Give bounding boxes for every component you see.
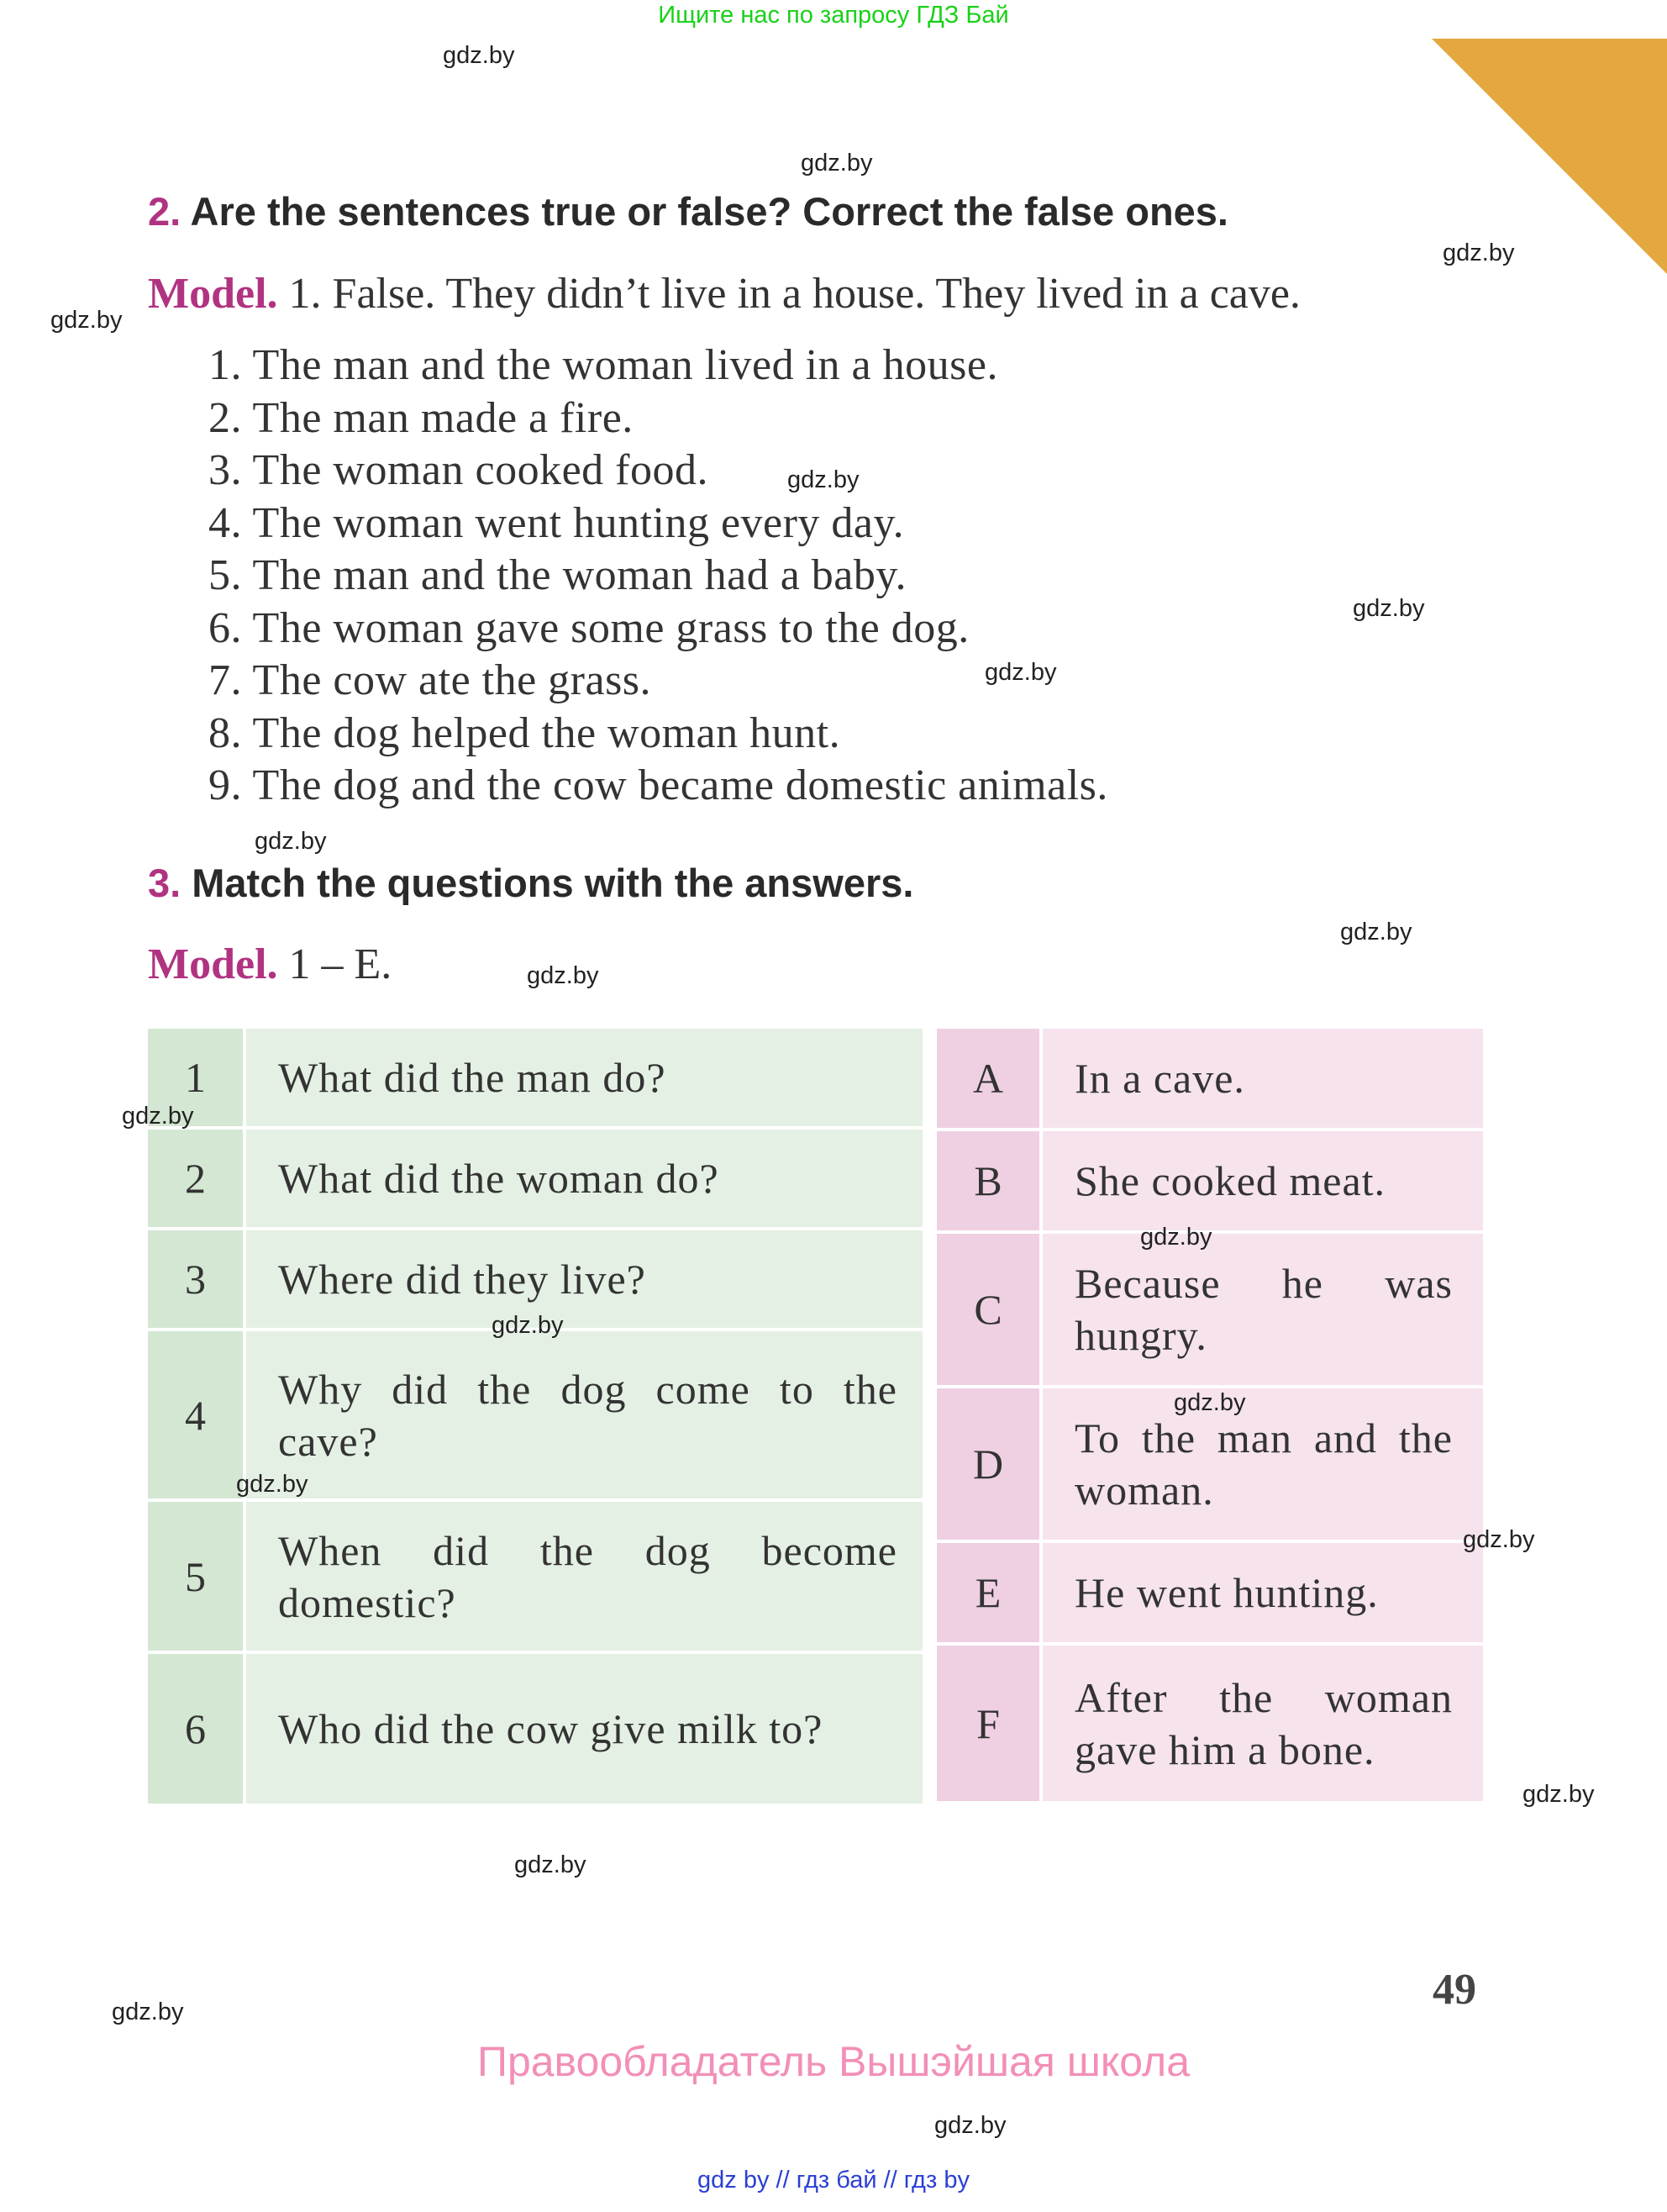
answer-text: She cooked meat. [1043, 1131, 1483, 1230]
answer-letter: C [937, 1234, 1039, 1385]
answer-letter: B [937, 1131, 1039, 1230]
watermark: gdz.by [1522, 1781, 1595, 1808]
answer-letter: A [937, 1029, 1039, 1128]
question-number: 5 [148, 1502, 243, 1651]
model-text: 1 – E. [277, 940, 392, 988]
answer-text: He went hunting. [1043, 1543, 1483, 1642]
question-text: Who did the cow give milk to? [246, 1654, 923, 1804]
question-text: When did the dog become domestic? [246, 1502, 923, 1651]
footer-links[interactable]: gdz by // гдз бай // гдз by [697, 2167, 970, 2194]
model-label: Model. [148, 940, 278, 988]
watermark: gdz.by [801, 150, 873, 176]
question-number: 2 [148, 1130, 243, 1227]
watermark: gdz.by [255, 828, 327, 855]
exercise-title: Match the questions with the answers. [181, 861, 914, 905]
watermark: gdz.by [112, 1999, 184, 2025]
watermark: gdz.by [236, 1471, 308, 1498]
list-item: 4. The woman went hunting every day. [208, 498, 905, 547]
list-item: 1. The man and the woman lived in a house. [208, 341, 998, 389]
sentence-list [208, 340, 1108, 813]
watermark: gdz.by [527, 962, 599, 989]
answer-text: After the woman gave him a bone. [1043, 1646, 1483, 1801]
list-item: 3. The woman cooked food. [208, 446, 708, 494]
question-text: Why did the dog come to the cave? [246, 1331, 923, 1498]
question-text: Where did they live? [246, 1230, 923, 1328]
watermark: gdz.by [50, 307, 123, 334]
list-item: 5. The man and the woman had a baby. [208, 551, 907, 599]
watermark: gdz.by [1340, 919, 1412, 945]
corner-decoration [1432, 39, 1667, 274]
question-number: 6 [148, 1654, 243, 1804]
watermark: gdz.by [985, 659, 1057, 686]
answer-letter: E [937, 1543, 1039, 1642]
watermark: gdz.by [1463, 1526, 1535, 1553]
model-text: 1. False. They didn’t live in a house. They lived in a cave. [277, 270, 1301, 318]
question-number: 1 [148, 1029, 243, 1126]
watermark: gdz.by [1443, 240, 1515, 266]
exercise-number: 3. [148, 861, 181, 905]
watermark: gdz.by [492, 1312, 564, 1339]
exercise-3-heading [148, 860, 913, 906]
model-label: Model. [148, 270, 278, 318]
question-number: 3 [148, 1230, 243, 1328]
list-item: 8. The dog helped the woman hunt. [208, 708, 841, 757]
answer-text: In a cave. [1043, 1029, 1483, 1128]
list-item: 2. The man made a fire. [208, 393, 634, 442]
exercise-2-model [148, 269, 1301, 319]
list-item: 6. The woman gave some grass to the dog. [208, 603, 970, 652]
search-hint: Ищите нас по запросу ГДЗ Бай [658, 2, 1009, 29]
answer-text: Because he was hungry. [1043, 1234, 1483, 1385]
page-number: 49 [1433, 1966, 1476, 2014]
exercise-number: 2. [148, 189, 181, 234]
exercise-3-model [148, 940, 392, 989]
answer-text: To the man and the woman. [1043, 1388, 1483, 1540]
watermark: gdz.by [443, 42, 515, 69]
question-text: What did the man do? [246, 1029, 923, 1126]
watermark: gdz.by [514, 1851, 586, 1878]
watermark: gdz.by [122, 1103, 194, 1130]
list-item: 7. The cow ate the grass. [208, 656, 652, 704]
question-number: 4 [148, 1331, 243, 1498]
list-item: 9. The dog and the cow became domestic animals. [208, 761, 1108, 809]
exercise-title: Are the sentences true or false? Correct the false ones. [181, 189, 1228, 234]
watermark: gdz.by [1353, 595, 1425, 622]
watermark: gdz.by [1174, 1389, 1246, 1416]
exercise-2-heading [148, 188, 1228, 234]
copyright-notice: Правообладатель Вышэйшая школа [477, 2038, 1190, 2085]
watermark: gdz.by [934, 2112, 1007, 2139]
question-text: What did the woman do? [246, 1130, 923, 1227]
answer-letter: D [937, 1388, 1039, 1540]
watermark: gdz.by [1140, 1224, 1212, 1251]
answer-letter: F [937, 1646, 1039, 1801]
watermark: gdz.by [787, 466, 860, 493]
